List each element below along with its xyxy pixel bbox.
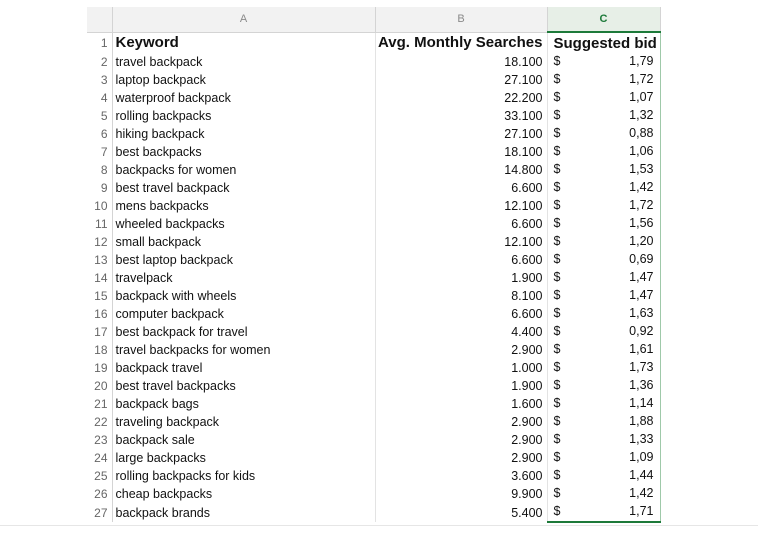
cell-bid[interactable] <box>547 449 660 467</box>
row-header[interactable]: 12 <box>87 233 112 251</box>
bid-amount: 1,73 <box>629 360 654 374</box>
column-header-a[interactable]: A <box>112 7 375 32</box>
cell-keyword[interactable]: rolling backpacks for kids <box>112 467 375 485</box>
cell-keyword[interactable]: wheeled backpacks <box>112 215 375 233</box>
cell-keyword[interactable]: computer backpack <box>112 305 375 323</box>
bid-amount: 1,44 <box>629 468 654 482</box>
row-header[interactable]: 7 <box>87 143 112 161</box>
bid-amount: 1,09 <box>629 450 654 464</box>
cell-keyword[interactable]: backpack travel <box>112 359 375 377</box>
row-header[interactable]: 15 <box>87 287 112 305</box>
cell-searches[interactable]: 8.100 <box>375 287 547 305</box>
currency-symbol: $ <box>553 216 561 230</box>
cell-bid[interactable] <box>547 179 660 197</box>
row-header[interactable]: 9 <box>87 179 112 197</box>
table-row <box>87 341 660 359</box>
cell-searches[interactable]: 2.900 <box>375 449 547 467</box>
row-header[interactable]: 21 <box>87 395 112 413</box>
table-row <box>87 197 660 215</box>
bid-amount: 1,53 <box>629 162 654 176</box>
cell-keyword[interactable]: best travel backpacks <box>112 377 375 395</box>
currency-symbol: $ <box>553 360 561 374</box>
currency-symbol: $ <box>553 198 561 212</box>
bid-amount: 1,07 <box>629 90 654 104</box>
row-header[interactable]: 1 <box>87 32 112 53</box>
table-row <box>87 143 660 161</box>
row-header[interactable]: 16 <box>87 305 112 323</box>
cell-keyword[interactable]: travel backpacks for women <box>112 341 375 359</box>
cell-searches[interactable]: 12.100 <box>375 197 547 215</box>
bid-amount: 1,32 <box>629 108 654 122</box>
currency-symbol: $ <box>553 54 561 68</box>
cell-keyword[interactable]: laptop backpack <box>112 71 375 89</box>
cell-bid[interactable] <box>547 233 660 251</box>
row-header[interactable]: 5 <box>87 107 112 125</box>
table-row <box>87 395 660 413</box>
table-row <box>87 449 660 467</box>
row-header[interactable]: 19 <box>87 359 112 377</box>
cell-bid[interactable] <box>547 485 660 503</box>
cell-searches[interactable]: 2.900 <box>375 431 547 449</box>
select-all-corner[interactable] <box>87 7 112 32</box>
cell-keyword[interactable]: hiking backpack <box>112 125 375 143</box>
table-row <box>87 413 660 431</box>
cell-bid[interactable] <box>547 323 660 341</box>
currency-symbol: $ <box>553 414 561 428</box>
cell-bid[interactable] <box>547 431 660 449</box>
table-row <box>87 323 660 341</box>
table-row <box>87 305 660 323</box>
cell-keyword[interactable]: backpack brands <box>112 503 375 522</box>
row-header[interactable]: 10 <box>87 197 112 215</box>
table-row <box>87 377 660 395</box>
spreadsheet <box>87 7 661 523</box>
currency-symbol: $ <box>553 72 561 86</box>
cell-bid[interactable] <box>547 143 660 161</box>
row-header[interactable]: 2 <box>87 53 112 71</box>
row-header[interactable]: 13 <box>87 251 112 269</box>
currency-symbol: $ <box>553 90 561 104</box>
cell-keyword[interactable]: best backpack for travel <box>112 323 375 341</box>
currency-symbol: $ <box>553 432 561 446</box>
currency-symbol: $ <box>553 270 561 284</box>
bid-amount: 1,88 <box>629 414 654 428</box>
cell-keyword[interactable]: traveling backpack <box>112 413 375 431</box>
row-header[interactable]: 14 <box>87 269 112 287</box>
bid-amount: 1,79 <box>629 54 654 68</box>
cell-searches[interactable]: 18.100 <box>375 53 547 71</box>
bid-amount: 1,72 <box>629 198 654 212</box>
currency-symbol: $ <box>553 324 561 338</box>
cell-bid[interactable] <box>547 413 660 431</box>
cell-searches[interactable]: 6.600 <box>375 305 547 323</box>
cell-keyword[interactable]: large backpacks <box>112 449 375 467</box>
cell-bid[interactable] <box>547 341 660 359</box>
currency-symbol: $ <box>553 180 561 194</box>
cell-bid[interactable] <box>547 125 660 143</box>
table-row <box>87 485 660 503</box>
table-row <box>87 161 660 179</box>
bid-amount: 0,69 <box>629 252 654 266</box>
cell-bid[interactable] <box>547 467 660 485</box>
table-row <box>87 107 660 125</box>
cell-bid[interactable] <box>547 305 660 323</box>
cell-searches[interactable]: 6.600 <box>375 179 547 197</box>
cell-searches[interactable]: 12.100 <box>375 233 547 251</box>
cell-keyword[interactable]: backpack sale <box>112 431 375 449</box>
cell-searches[interactable]: 2.900 <box>375 413 547 431</box>
column-header-b[interactable]: B <box>375 7 547 32</box>
cell-keyword[interactable]: waterproof backpack <box>112 89 375 107</box>
table-row <box>87 71 660 89</box>
table-row <box>87 269 660 287</box>
cell-keyword[interactable]: backpack with wheels <box>112 287 375 305</box>
cell-bid[interactable] <box>547 377 660 395</box>
cell-searches[interactable]: 3.600 <box>375 467 547 485</box>
cell-keyword[interactable]: backpacks for women <box>112 161 375 179</box>
table-row <box>87 125 660 143</box>
cell-bid[interactable] <box>547 71 660 89</box>
bid-amount: 1,61 <box>629 342 654 356</box>
table-row <box>87 287 660 305</box>
bid-amount: 1,36 <box>629 378 654 392</box>
cell-searches[interactable]: 5.400 <box>375 503 547 522</box>
currency-symbol: $ <box>553 252 561 266</box>
cell-searches[interactable]: 9.900 <box>375 485 547 503</box>
row-header[interactable]: 24 <box>87 449 112 467</box>
currency-symbol: $ <box>553 342 561 356</box>
cell-searches[interactable]: 14.800 <box>375 161 547 179</box>
table-row <box>87 359 660 377</box>
currency-symbol: $ <box>553 288 561 302</box>
currency-symbol: $ <box>553 468 561 482</box>
cell-bid[interactable] <box>547 359 660 377</box>
row-header[interactable]: 3 <box>87 71 112 89</box>
cell-bid[interactable] <box>547 395 660 413</box>
cell-searches[interactable]: 1.900 <box>375 377 547 395</box>
cell-keyword[interactable]: best laptop backpack <box>112 251 375 269</box>
bid-amount: 1,47 <box>629 288 654 302</box>
table-row <box>87 431 660 449</box>
cell-searches[interactable]: 1.600 <box>375 395 547 413</box>
cell-keyword[interactable]: rolling backpacks <box>112 107 375 125</box>
column-header-c[interactable]: C <box>547 7 660 32</box>
currency-symbol: $ <box>553 486 561 500</box>
cell-keyword[interactable]: mens backpacks <box>112 197 375 215</box>
bid-amount: 0,92 <box>629 324 654 338</box>
table-row <box>87 53 660 71</box>
cell-bid[interactable] <box>547 287 660 305</box>
row-header[interactable]: 23 <box>87 431 112 449</box>
table-row <box>87 89 660 107</box>
table-row <box>87 251 660 269</box>
row-header[interactable]: 8 <box>87 161 112 179</box>
cell-bid[interactable] <box>547 53 660 71</box>
cell-searches[interactable]: 1.000 <box>375 359 547 377</box>
currency-symbol: $ <box>553 396 561 410</box>
cell-bid[interactable] <box>547 89 660 107</box>
row-header[interactable]: 11 <box>87 215 112 233</box>
cell-searches-header[interactable]: Avg. Monthly Searches <box>375 32 547 53</box>
row-header[interactable]: 18 <box>87 341 112 359</box>
cell-searches[interactable]: 4.400 <box>375 323 547 341</box>
cell-bid[interactable] <box>547 503 660 522</box>
currency-symbol: $ <box>553 234 561 248</box>
currency-symbol: $ <box>553 306 561 320</box>
cell-bid[interactable] <box>547 269 660 287</box>
bid-amount: 1,56 <box>629 216 654 230</box>
table-row <box>87 467 660 485</box>
cell-bid[interactable] <box>547 161 660 179</box>
cell-keyword[interactable]: travel backpack <box>112 53 375 71</box>
cell-bid[interactable] <box>547 107 660 125</box>
currency-symbol: $ <box>553 108 561 122</box>
bid-amount: 1,42 <box>629 180 654 194</box>
currency-symbol: $ <box>553 126 561 140</box>
cell-bid[interactable] <box>547 197 660 215</box>
bid-amount: 1,20 <box>629 234 654 248</box>
bid-amount: 1,06 <box>629 144 654 158</box>
bid-amount: 0,88 <box>629 126 654 140</box>
cell-keyword[interactable]: best backpacks <box>112 143 375 161</box>
cell-bid[interactable] <box>547 251 660 269</box>
bottom-divider <box>0 525 758 526</box>
row-header[interactable]: 6 <box>87 125 112 143</box>
spreadsheet-grid <box>87 7 661 523</box>
bid-amount: 1,14 <box>629 396 654 410</box>
row-header[interactable]: 20 <box>87 377 112 395</box>
cell-bid-header[interactable]: Suggested bid <box>547 32 660 53</box>
cell-searches[interactable]: 18.100 <box>375 143 547 161</box>
currency-symbol: $ <box>553 504 561 518</box>
cell-bid[interactable] <box>547 215 660 233</box>
cell-keyword[interactable]: backpack bags <box>112 395 375 413</box>
cell-searches[interactable]: 1.900 <box>375 269 547 287</box>
table-row <box>87 215 660 233</box>
cell-keyword[interactable]: best travel backpack <box>112 179 375 197</box>
table-row <box>87 179 660 197</box>
currency-symbol: $ <box>553 144 561 158</box>
cell-keyword-header[interactable]: Keyword <box>112 32 375 53</box>
row-header[interactable]: 27 <box>87 503 112 522</box>
cell-keyword[interactable]: travelpack <box>112 269 375 287</box>
currency-symbol: $ <box>553 450 561 464</box>
table-row <box>87 233 660 251</box>
cell-searches[interactable]: 33.100 <box>375 107 547 125</box>
cell-searches[interactable]: 27.100 <box>375 71 547 89</box>
bid-amount: 1,47 <box>629 270 654 284</box>
table-row <box>87 32 660 53</box>
cell-keyword[interactable]: cheap backpacks <box>112 485 375 503</box>
cell-searches[interactable]: 6.600 <box>375 251 547 269</box>
cell-searches[interactable]: 6.600 <box>375 215 547 233</box>
cell-searches[interactable]: 22.200 <box>375 89 547 107</box>
bid-amount: 1,72 <box>629 72 654 86</box>
row-header[interactable]: 25 <box>87 467 112 485</box>
row-header[interactable]: 26 <box>87 485 112 503</box>
table-row <box>87 503 660 522</box>
cell-keyword[interactable]: small backpack <box>112 233 375 251</box>
cell-searches[interactable]: 27.100 <box>375 125 547 143</box>
row-header[interactable]: 4 <box>87 89 112 107</box>
row-header[interactable]: 17 <box>87 323 112 341</box>
currency-symbol: $ <box>553 378 561 392</box>
cell-searches[interactable]: 2.900 <box>375 341 547 359</box>
bid-amount: 1,63 <box>629 306 654 320</box>
row-header[interactable]: 22 <box>87 413 112 431</box>
bid-amount: 1,33 <box>629 432 654 446</box>
currency-symbol: $ <box>553 162 561 176</box>
bid-amount: 1,71 <box>629 504 654 518</box>
bid-amount: 1,42 <box>629 486 654 500</box>
